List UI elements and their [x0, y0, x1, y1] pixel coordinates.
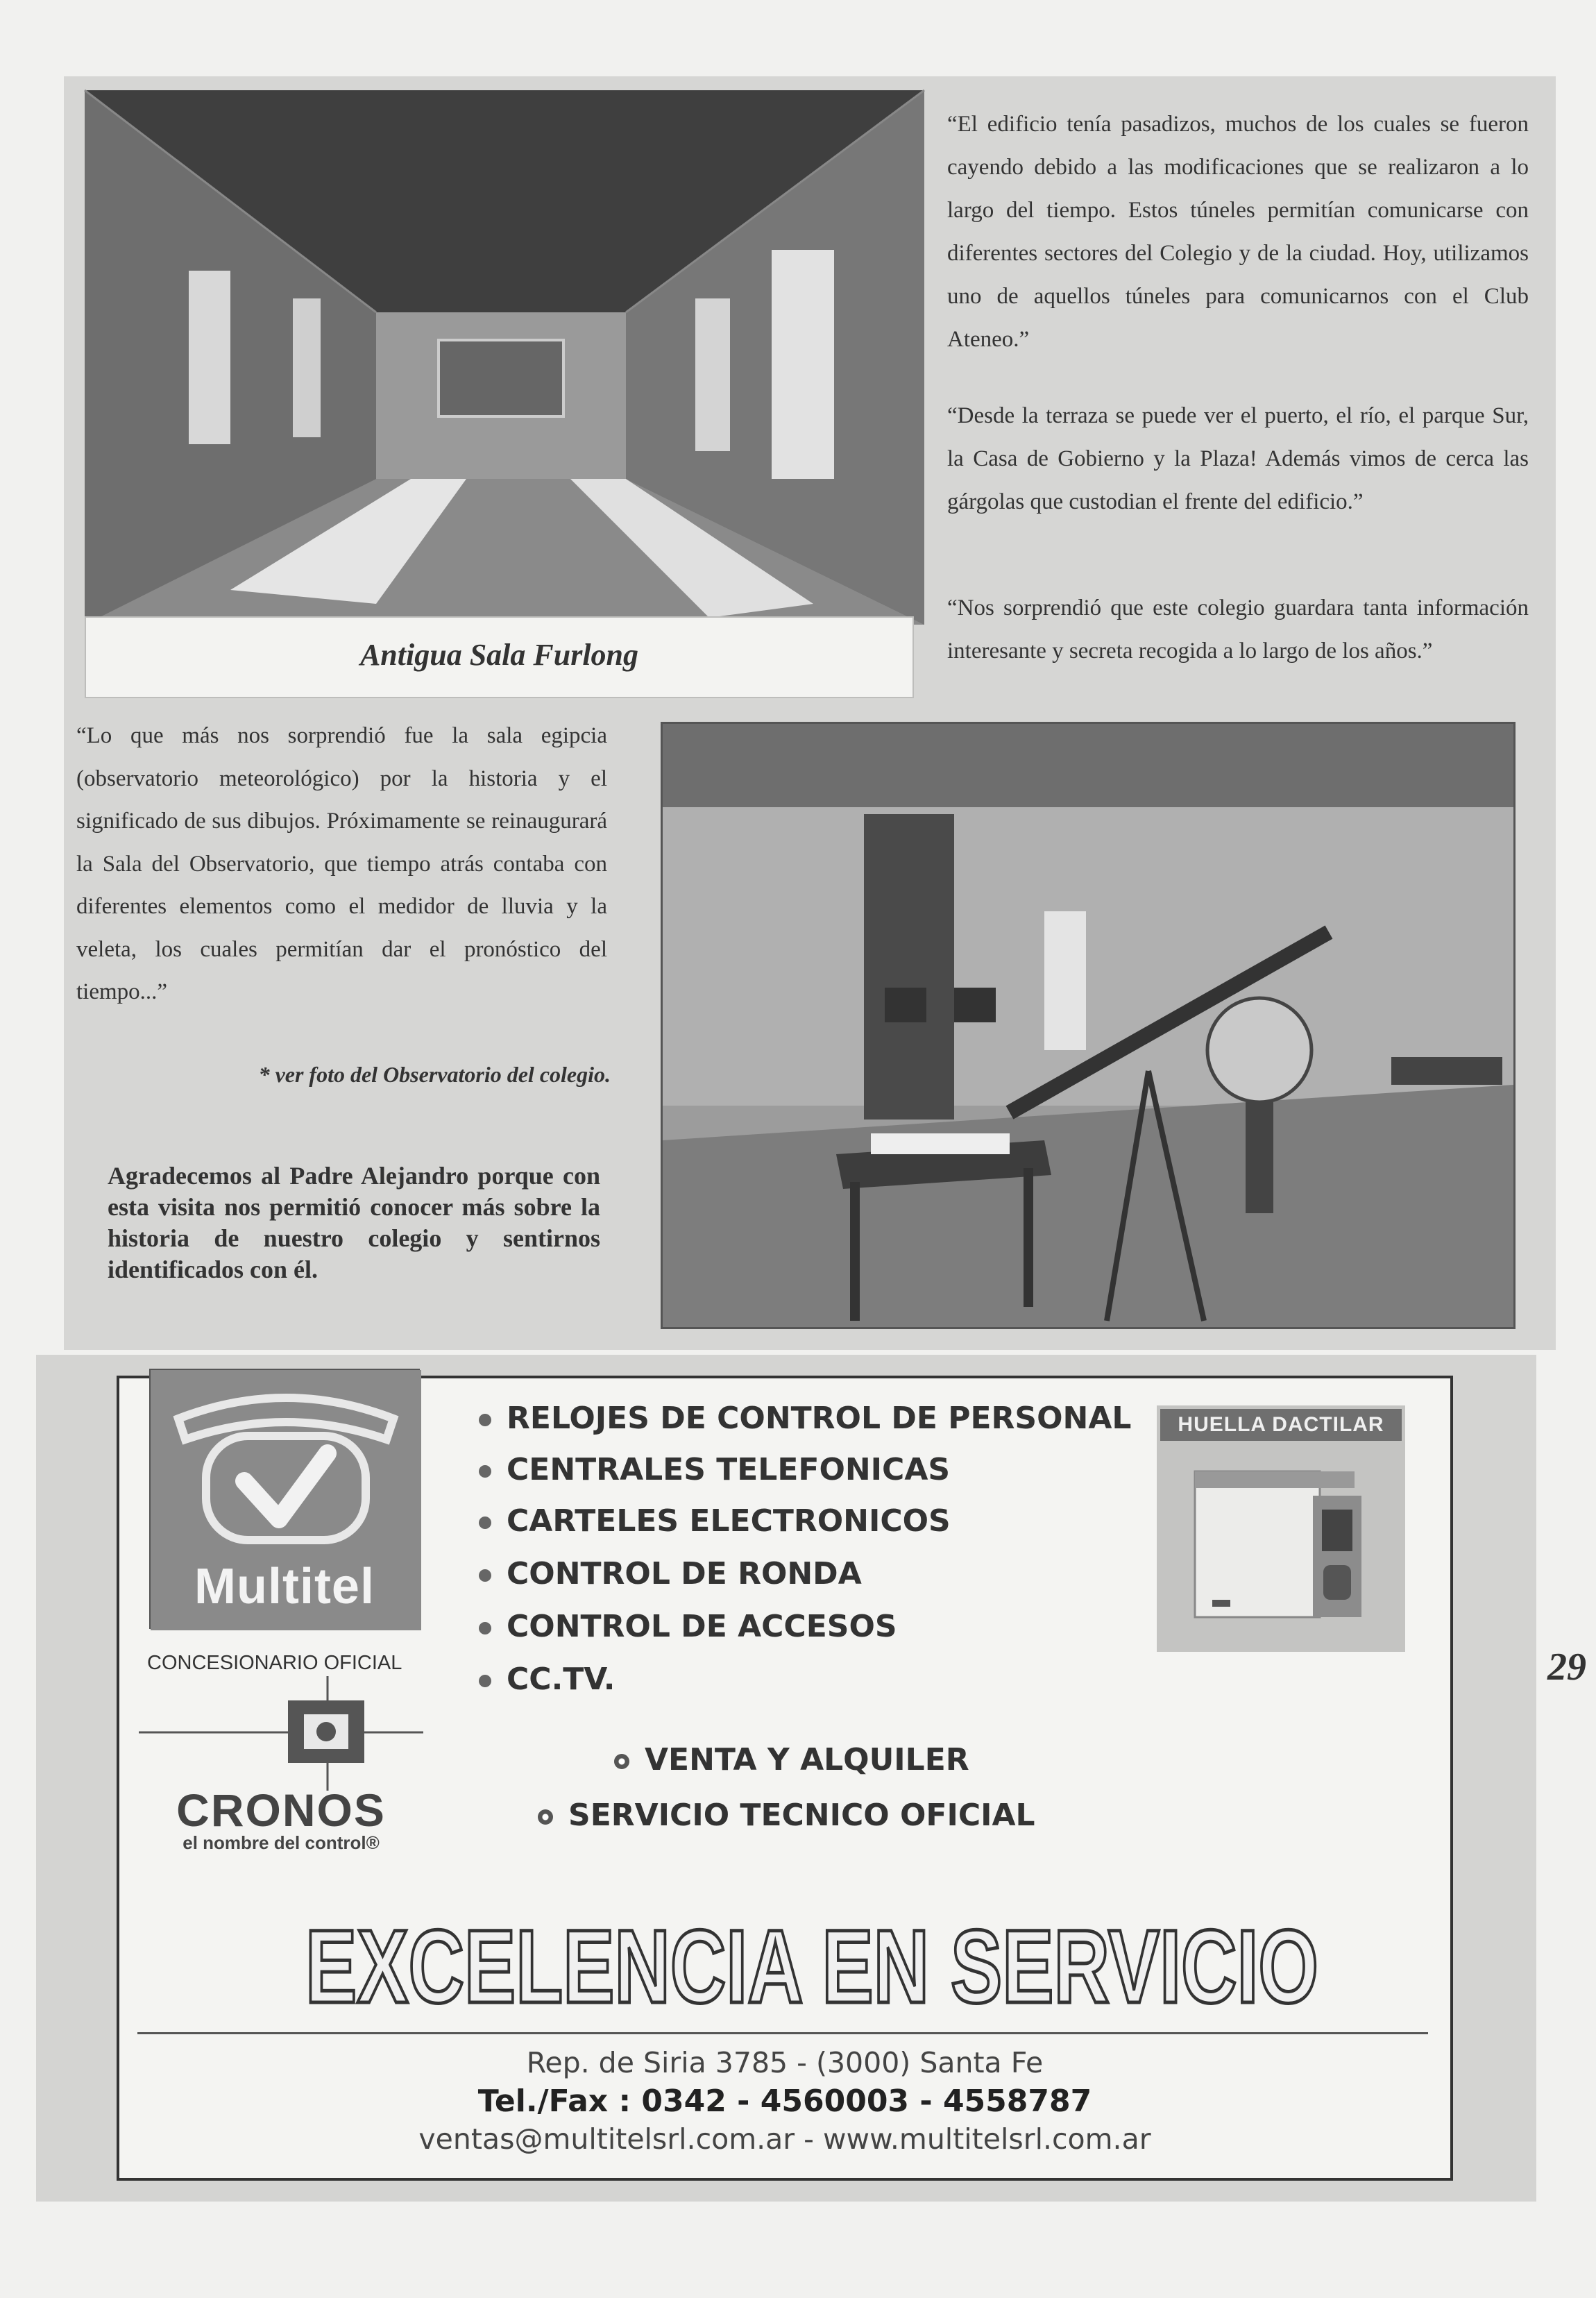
service-item: CC.TV.	[479, 1662, 615, 1697]
quote-tunnels: “El edificio tenía pasadizos, muchos de los cuales se fueron cayendo debido a las modificaciones que se realizaron a lo largo del tiempo. Estos túneles permitían comunicarse con diferentes sectores del Colegio y de la ciudad. Hoy, utilizamos uno de aquellos túneles para comunicarnos con el Club Ateneo.”	[947, 112, 1529, 352]
observatory-photo	[661, 722, 1516, 1329]
multitel-brand: Multitel	[194, 1559, 375, 1614]
fingerprint-label: HUELLA DACTILAR	[1160, 1409, 1402, 1441]
cronos-tagline: el nombre del control®	[182, 1832, 380, 1853]
bullet-icon	[479, 1465, 491, 1478]
bullet-icon	[614, 1754, 629, 1769]
bullet-icon	[538, 1809, 553, 1825]
fingerprint-device-badge	[1157, 1405, 1405, 1652]
service-item: CONTROL DE ACCESOS	[479, 1609, 897, 1644]
divider	[137, 2032, 1428, 2034]
quote-egyptian-room: “Lo que más nos sorprendió fue la sala egipcia (observatorio meteorológico) por la historia y el significado de sus dibujos. Próximamente se reinaugurará la Sala del Observatorio, que tiempo atrás contaba con diferentes elementos como el medidor de lluvia y la veleta, los cuales permitían dar el pronóstico del tiempo...”	[76, 723, 607, 1004]
offer-item: VENTA Y ALQUILER	[614, 1742, 969, 1777]
quote-terrace: “Desde la terraza se puede ver el puerto, el río, el parque Sur, la Casa de Gobierno y la Plaza! Además vimos de cerca las gárgolas que custodian el frente del edificio.”	[947, 403, 1529, 514]
bullet-icon	[479, 1569, 491, 1582]
svg-text:EXCELENCIA EN SERVICIO: EXCELENCIA EN SERVICIO	[305, 1908, 1318, 2025]
service-item: CENTRALES TELEFONICAS	[479, 1452, 950, 1487]
photo-caption: Antigua Sala Furlong	[359, 638, 639, 672]
bullet-icon	[479, 1622, 491, 1634]
sala-furlong-photo	[85, 90, 924, 625]
address: Rep. de Siria 3785 - (3000) Santa Fe	[526, 2046, 1044, 2079]
fingerprint-reader-icon	[1157, 1405, 1405, 1652]
slogan	[291, 1905, 1332, 2030]
service-item: RELOJES DE CONTROL DE PERSONAL	[479, 1401, 1131, 1436]
cronos-brand: CRONOS	[176, 1784, 386, 1836]
photo-reference-note: * ver foto del Observatorio del colegio.	[258, 1062, 611, 1087]
quote-secrets: “Nos sorprendió que este colegio guardara tanta información interesante y secreta recogida a lo largo de los años.”	[947, 595, 1529, 664]
concessionaire-label: CONCESIONARIO OFICIAL	[147, 1652, 402, 1674]
bullet-icon	[479, 1516, 491, 1529]
thanks-paragraph: Agradecemos al Padre Alejandro porque con esta visita nos permitió conocer más sobre la historia de nuestro colegio y sentirnos identificados con él.	[108, 1162, 600, 1283]
bullet-icon	[479, 1414, 491, 1426]
service-item: CARTELES ELECTRONICOS	[479, 1503, 951, 1539]
offer-item: SERVICIO TECNICO OFICIAL	[538, 1798, 1035, 1833]
service-item: CONTROL DE RONDA	[479, 1556, 862, 1591]
bullet-icon	[479, 1675, 491, 1687]
contact-links[interactable]: ventas@multitelsrl.com.ar - www.multitelsrl.com.ar	[418, 2122, 1151, 2156]
page-number: 29	[1547, 1646, 1586, 1689]
phone: Tel./Fax : 0342 - 4560003 - 4558787	[477, 2084, 1092, 2119]
